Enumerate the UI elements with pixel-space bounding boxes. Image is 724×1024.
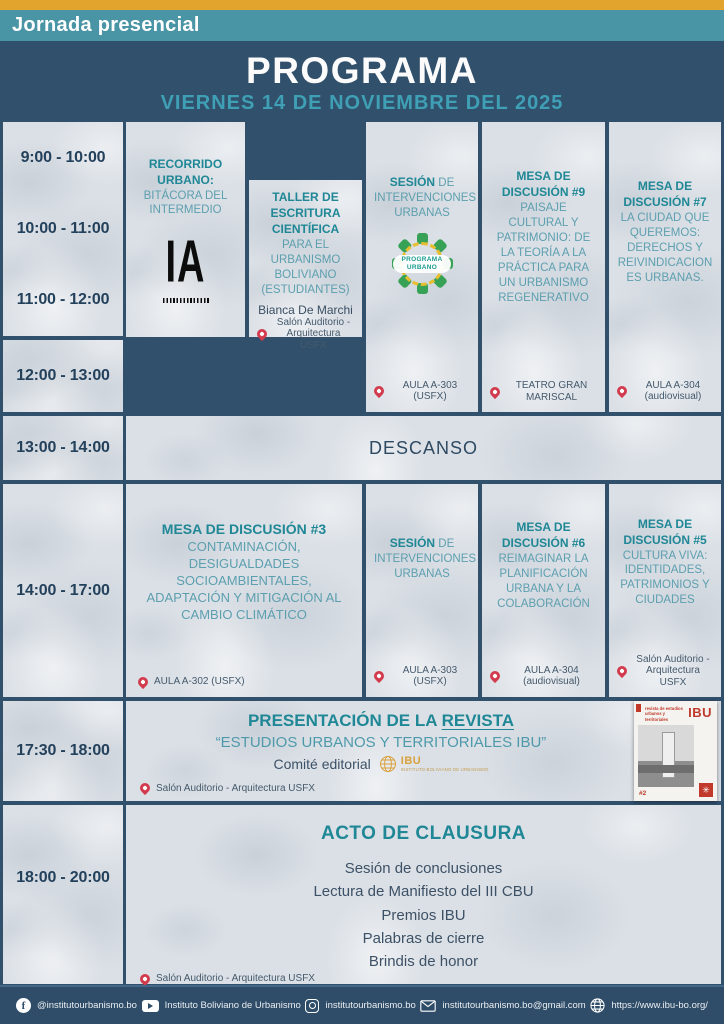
- session-title: MESA DE DISCUSIÓN #6 REIMAGINAR LA PLANIFICACIÓN URBANA Y LA COLABORACIÓN: [497, 520, 590, 611]
- event-mode-label: Jornada presencial: [12, 14, 200, 36]
- editorial-committee-row: Comité editorial IBU INSTITUTO BOLIVIANO DE URBANISMO: [273, 754, 489, 773]
- location-pin-icon: [372, 669, 386, 683]
- time-label: 14:00 - 17:00: [16, 581, 110, 599]
- agenda-item: Sesión de conclusiones: [344, 860, 503, 877]
- session-title: RECORRIDO URBANO: BITÁCORA DEL INTERMEDIO: [143, 156, 228, 217]
- top-accent-bar: [0, 0, 724, 10]
- session-title: TALLER DE ESCRITURA CIENTÍFICA PARA EL URBANISMO BOLIVIANO (ESTUDIANTES): [261, 190, 350, 296]
- location-row: Salón Auditorio - Arquitectura USFX: [140, 783, 315, 795]
- session-card-mesa-6: [482, 484, 605, 697]
- location-row: Salón Auditorio - Arquitectura USFX: [140, 973, 315, 985]
- magazine-issue-number: #2: [639, 790, 647, 797]
- location-row: AULA A-304 (audiovisual): [490, 665, 597, 688]
- footer-instagram[interactable]: institutourbanismo.bo: [305, 999, 415, 1013]
- session-title: MESA DE DISCUSIÓN #9 PAISAJE CULTURAL Y PATRIMONIO: DE LA TEORÍA A LA PRÁCTICA PARA UN URBANISMO REGENERATIVO: [496, 169, 591, 304]
- location-pin-icon: [488, 669, 502, 683]
- session-title: ACTO DE CLAUSURA: [320, 823, 527, 844]
- magazine-spine-mark: [636, 704, 641, 712]
- time-slot-morning: [3, 122, 123, 336]
- location-pin-icon: [138, 972, 152, 986]
- session-card-intervenciones-1: [366, 122, 478, 412]
- session-title: MESA DE DISCUSIÓN #3 CONTAMINACIÓN, DESIGUALDADES SOCIOAMBIENTALES, ADAPTACIÓN Y MITIGACIÓN AL CAMBIO CLIMÁTICO: [146, 521, 342, 622]
- speaker-name: Bianca De Marchi: [258, 302, 353, 317]
- clausura-agenda: [313, 857, 533, 973]
- location-pin-icon: [138, 781, 152, 795]
- programa-urbano-logo: PROGRAMA URBANO: [391, 233, 453, 295]
- location-row: AULA A-302 (USFX): [138, 676, 245, 688]
- time-label: 11:00 - 12:00: [16, 291, 110, 309]
- session-title: PRESENTACIÓN DE LA REVISTA: [247, 711, 515, 730]
- page-subtitle: VIERNES 14 DE NOVIEMBRE DEL 2025: [160, 92, 564, 114]
- session-title: MESA DE DISCUSIÓN #5 CULTURA VIVA: IDENTIDADES, PATRIMONIOS Y CIUDADES: [620, 516, 710, 607]
- time-label: 10:00 - 11:00: [16, 219, 110, 237]
- time-label: 13:00 - 14:00: [16, 439, 110, 456]
- time-label: 18:00 - 20:00: [16, 868, 110, 886]
- footer-facebook[interactable]: f @institutourbanismo.bo: [16, 998, 137, 1013]
- session-title: SESIÓN DE INTERVENCIONES URBANAS: [374, 535, 477, 580]
- session-card-clausura: [126, 805, 721, 984]
- location-pin-icon: [615, 664, 629, 678]
- globe-icon: [590, 998, 605, 1013]
- magazine-cover: [634, 701, 717, 801]
- time-label: 9:00 - 10:00: [20, 148, 106, 166]
- footer-website[interactable]: https://www.ibu-bo.org/: [590, 998, 708, 1013]
- time-slot-evening: [3, 701, 123, 801]
- location-row: TEATRO GRAN MARISCAL: [490, 380, 597, 403]
- session-card-recorrido-urbano: [126, 122, 245, 337]
- session-card-intervenciones-2: [366, 484, 478, 697]
- instagram-icon: [305, 999, 319, 1013]
- magazine-logo-badge: ✳: [699, 783, 713, 797]
- time-slot-lunch: [3, 416, 123, 480]
- location-pin-icon: [372, 384, 386, 398]
- location-pin-icon: [488, 384, 502, 398]
- location-pin-icon: [136, 675, 150, 689]
- email-icon: [420, 1000, 436, 1012]
- agenda-item: Lectura de Manifiesto del III CBU: [313, 883, 534, 901]
- time-slot-afternoon: [3, 484, 123, 697]
- header-band: [0, 10, 724, 41]
- logo-caption-strip: [163, 298, 209, 303]
- footer-email[interactable]: institutourbanismo.bo@gmail.com: [420, 1000, 585, 1012]
- youtube-icon: [142, 1000, 159, 1012]
- social-footer: [0, 985, 724, 1024]
- location-row: Salón Auditorio - Arquitectura USFX: [257, 317, 354, 352]
- magazine-photo: [638, 725, 694, 787]
- facebook-icon: f: [16, 998, 31, 1013]
- time-label: 12:00 - 13:00: [16, 367, 110, 384]
- time-label: 17:30 - 18:00: [16, 742, 110, 759]
- session-card-mesa-5: [609, 484, 721, 697]
- location-pin-icon: [255, 327, 269, 341]
- magazine-masthead: revista de estudios urbanos y territoriales: [645, 706, 683, 722]
- session-card-revista: [126, 701, 721, 801]
- agenda-item: Palabras de cierre: [362, 929, 485, 947]
- intermedio-arquitectura-logo: IA: [134, 244, 237, 303]
- session-title: MESA DE DISCUSIÓN #7 LA CIUDAD QUE QUEREMOS: DERECHOS Y REIVINDICACION ES URBANAS.: [617, 179, 713, 284]
- session-card-mesa-7: [609, 122, 721, 412]
- page-title: PROGRAMA: [246, 50, 478, 91]
- time-slot-noon: [3, 340, 123, 412]
- revista-subtitle: “ESTUDIOS URBANOS Y TERRITORIALES IBU”: [215, 734, 547, 751]
- ibu-globe-icon: [379, 755, 397, 773]
- ibu-logo: IBU INSTITUTO BOLIVIANO DE URBANISMO: [379, 755, 489, 773]
- session-card-taller-escritura: [249, 180, 362, 351]
- location-row: AULA A-303 (USFX): [374, 380, 470, 403]
- agenda-item: Brindis de honor: [368, 953, 479, 970]
- session-title: SESIÓN DE INTERVENCIONES URBANAS: [374, 174, 477, 219]
- location-row: Salón Auditorio - Arquitectura USFX: [617, 654, 713, 689]
- session-card-mesa-3: [126, 484, 362, 697]
- magazine-acronym: IBU: [688, 705, 712, 720]
- break-row: DESCANSO: [126, 416, 721, 480]
- location-row: AULA A-304 (audiovisual): [617, 380, 713, 403]
- revista-link[interactable]: REVISTA: [441, 711, 515, 730]
- time-slot-closing: [3, 805, 123, 984]
- session-card-mesa-9: [482, 122, 605, 412]
- location-pin-icon: [615, 384, 629, 398]
- location-row: AULA A-303 (USFX): [374, 665, 470, 688]
- agenda-item: Premios IBU: [381, 906, 466, 924]
- footer-youtube[interactable]: Instituto Boliviano de Urbanismo: [142, 1000, 301, 1012]
